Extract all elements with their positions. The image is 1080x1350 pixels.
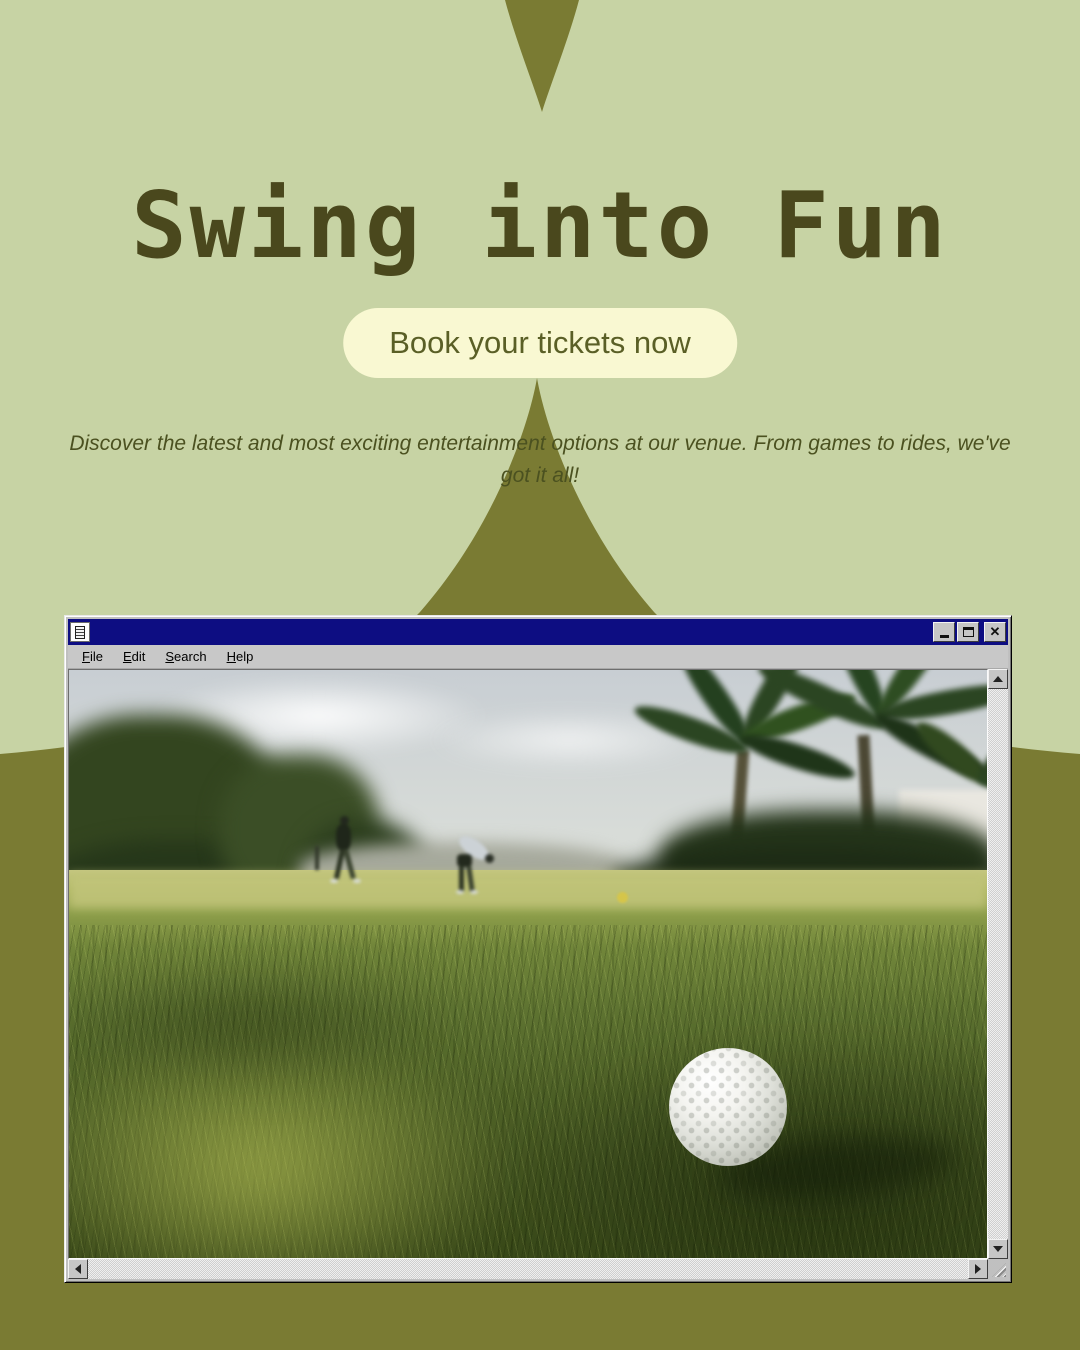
window-titlebar[interactable]	[68, 619, 1008, 645]
window-menubar	[68, 645, 1008, 669]
golfer-bending	[453, 838, 503, 894]
vertical-scrollbar[interactable]	[988, 669, 1008, 1259]
horizontal-scrollbar[interactable]	[68, 1259, 988, 1279]
menu-item-help[interactable]: Help	[226, 649, 254, 664]
golfer-shoe	[330, 879, 338, 883]
menu-item-edit[interactable]: Edit	[122, 649, 146, 664]
maximize-icon	[963, 627, 974, 637]
right-arrow-icon	[975, 1264, 981, 1274]
resize-grip[interactable]	[988, 1259, 1008, 1279]
palm-frond	[737, 727, 859, 787]
top-spike-shape	[505, 0, 579, 112]
up-arrow-icon	[993, 676, 1003, 682]
retro-window	[64, 615, 1012, 1283]
golfer-shoe	[470, 890, 478, 894]
yellow-ball-distant	[617, 892, 628, 903]
golf-ball	[669, 1048, 787, 1166]
golf-bag-distant	[315, 846, 319, 870]
book-tickets-button[interactable]: Book your tickets now	[343, 308, 737, 378]
golf-course-photo	[68, 669, 988, 1259]
poster-title: Swing into Fun	[131, 172, 949, 279]
golfer-shoe	[353, 879, 361, 883]
golfer-head	[485, 854, 494, 863]
scroll-right-button[interactable]	[968, 1259, 988, 1279]
golfer-leg	[343, 849, 356, 879]
tree-shadow-left	[68, 960, 469, 1090]
golfer-walking	[327, 816, 367, 888]
scroll-down-button[interactable]	[988, 1239, 1008, 1259]
menu-item-search[interactable]: Search	[165, 649, 207, 664]
down-arrow-icon	[993, 1246, 1003, 1252]
golfer-leg	[466, 866, 475, 892]
left-arrow-icon	[75, 1264, 81, 1274]
close-icon: ✕	[989, 624, 1001, 639]
golfer-leg	[459, 866, 464, 892]
scroll-up-button[interactable]	[988, 669, 1008, 689]
close-button[interactable]	[984, 622, 1006, 642]
minimize-icon	[940, 635, 949, 638]
golfer-shoe	[456, 890, 464, 894]
notepad-icon[interactable]	[70, 622, 90, 642]
sunlit-strip	[69, 874, 987, 908]
minimize-button[interactable]	[933, 622, 955, 642]
poster-description: Discover the latest and most exciting entertainment options at our venue. From games to rides, we've got it all!	[69, 432, 1011, 487]
window-client-area	[68, 669, 1008, 1279]
menu-item-file[interactable]: File	[82, 649, 103, 664]
document-glyph	[75, 626, 85, 639]
golfer-torso	[336, 824, 351, 851]
scroll-left-button[interactable]	[68, 1259, 88, 1279]
maximize-button[interactable]	[957, 622, 979, 642]
